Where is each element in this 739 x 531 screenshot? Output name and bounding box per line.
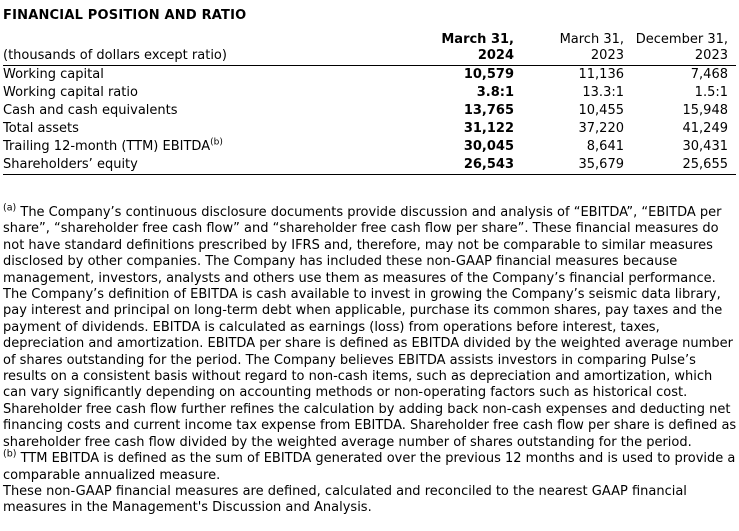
table-row-ttm-ebitda (3, 138, 736, 156)
value-cell: 13,765 (463, 103, 514, 118)
row-label: Working capital (3, 67, 104, 82)
table-row-shareholders-equity (3, 156, 736, 175)
value-cell: 8,641 (586, 139, 624, 154)
column-header-current-line2: 2024 (419, 47, 514, 66)
footnote-a (3, 202, 739, 451)
column-header-yearend-line2: 2023 (624, 47, 736, 66)
row-label: Total assets (3, 121, 79, 136)
footnote-closing-text: These non-GAAP financial measures are defined, calculated and reconciled to the nearest GAAP financial measures in the Management's Discussion and Analysis. (3, 483, 687, 516)
table-header-row-1 (3, 31, 736, 47)
value-cell: 26,543 (419, 156, 514, 175)
value-cell: 11,136 (578, 67, 624, 82)
value-cell: 10,455 (578, 103, 624, 118)
table-row-cash-and-equivalents (3, 102, 736, 120)
value-cell: 25,655 (624, 156, 736, 175)
row-label: Shareholders’ equity (3, 156, 419, 175)
column-header-yearend-line1: December 31, (635, 32, 728, 47)
financial-position-table (3, 31, 736, 175)
value-cell: 30,431 (682, 139, 728, 154)
footnote-b (3, 448, 739, 484)
footnote-ref-b: (b) (210, 137, 223, 148)
footnote-a-marker: (a) (3, 202, 17, 214)
header-spacer (3, 31, 419, 47)
column-header-prior-line1: March 31, (559, 32, 624, 47)
table-row-working-capital-ratio (3, 84, 736, 102)
value-cell: 30,045 (463, 139, 514, 154)
value-cell: 37,220 (578, 121, 624, 136)
table-row-total-assets (3, 120, 736, 138)
value-cell: 13.3:1 (582, 85, 624, 100)
value-cell: 15,948 (682, 103, 728, 118)
column-header-prior-line2: 2023 (514, 47, 624, 66)
value-cell: 31,122 (463, 121, 514, 136)
value-cell: 1.5:1 (694, 85, 728, 100)
page-title: FINANCIAL POSITION AND RATIO (3, 8, 247, 23)
row-label (3, 138, 419, 156)
footnote-b-text: TTM EBITDA is defined as the sum of EBITDA generated over the previous 12 months and is used to provide a comparable annualized measure. (3, 451, 736, 483)
column-header-current-line1: March 31, (441, 32, 514, 47)
row-label: Working capital ratio (3, 85, 138, 100)
footnotes-section (3, 202, 739, 517)
footnote-a-text: The Company’s continuous disclosure documents provide discussion and analysis of “EBITDA”, “EBITDA per share”, “shareholder free cash flow” and “shareholder free cash flow per share”. These financial measures do not have standard definitions prescribed by IFRS and, therefore, may not be comparable to similar measures disclosed by other companies. The Company has included these non-GAAP financial measures because management, investors, analysts and others use them as measures of the Company’s financial performance. The Company’s definition of EBITDA is cash available to invest in growing the Company’s seismic data library, pay interest and principal on long-term debt when applicable, purchase its common shares, pay taxes and the payment of dividends. EBITDA is calculated as earnings (loss) from operations before interest, taxes, depreciation and amortization. EBITDA per share is defined as EBITDA divided by the weighted average number of shares outstanding for the period. The Company believes EBITDA assists investors in comparing Pulse’s results on a consistent basis without regard to non-cash items, such as depreciation and amortization, which can vary significantly depending on accounting methods or non-operating factors such as historical cost. Shareholder free cash flow further refines the calculation by adding back non-cash expenses and deducting net financing costs and current income tax expense from EBITDA. Shareholder free cash flow per share is defined as shareholder free cash flow divided by the weighted average number of shares outstanding for the period. (3, 205, 737, 450)
value-cell: 41,249 (682, 121, 728, 136)
unit-note: (thousands of dollars except ratio) (3, 47, 419, 66)
value-cell: 10,579 (463, 67, 514, 82)
value-cell: 7,468 (690, 67, 728, 82)
value-cell: 35,679 (514, 156, 624, 175)
row-label: Cash and cash equivalents (3, 103, 178, 118)
footnote-closing (3, 484, 739, 517)
footnote-b-marker: (b) (3, 448, 17, 460)
table-header-row-2 (3, 47, 736, 66)
table-row-working-capital (3, 66, 736, 85)
value-cell: 3.8:1 (476, 85, 514, 100)
row-label-text: Trailing 12-month (TTM) EBITDA (3, 139, 211, 154)
